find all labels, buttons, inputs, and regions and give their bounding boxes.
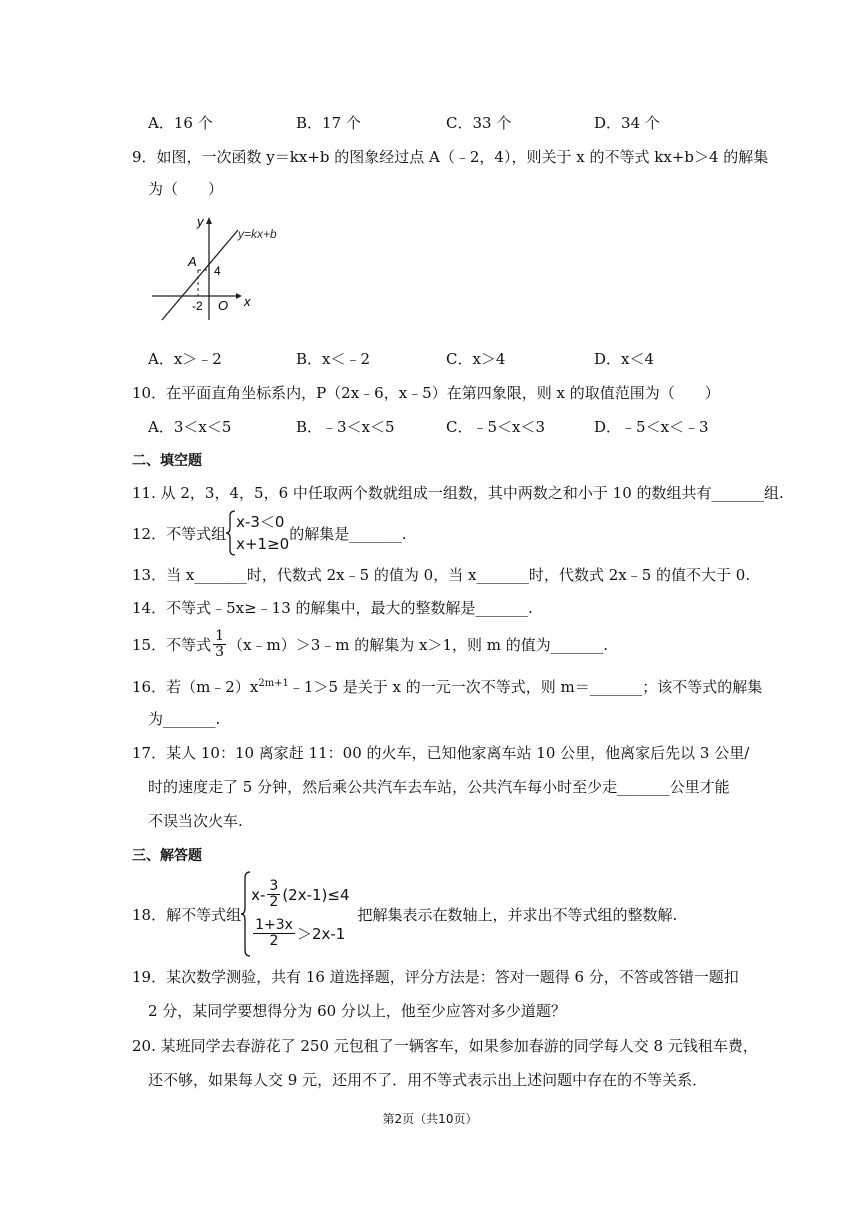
q8-option-b: B．17 个 bbox=[296, 114, 361, 132]
q18-prefix: 18．解不等式组 bbox=[132, 905, 242, 924]
graph-tick-4: 4 bbox=[214, 264, 221, 278]
q8-option-a: A．16 个 bbox=[148, 114, 213, 132]
q18-eq1-a: x- bbox=[251, 885, 266, 904]
q16-exponent: 2m+1 bbox=[258, 678, 289, 689]
q18-eq2-fraction bbox=[253, 918, 295, 949]
q8-option-c: C．33 个 bbox=[446, 114, 512, 132]
q15-frac-num: 1 bbox=[215, 627, 225, 644]
q18-system bbox=[241, 871, 349, 957]
q18-eq1-num: 3 bbox=[269, 878, 279, 894]
q18 bbox=[132, 868, 677, 960]
q10-option-d: D．﹣5＜x＜﹣3 bbox=[594, 418, 709, 436]
q12-suffix: 的解集是_______. bbox=[289, 524, 407, 543]
q16-line1 bbox=[132, 676, 762, 697]
q17-line1: 17．某人 10：10 离家赶 11：00 的火车，已知他家离车站 10 公里，他离家后先以 3 公里/ bbox=[132, 744, 750, 762]
q16-line2: 为_______. bbox=[148, 710, 221, 728]
q18-eq2 bbox=[251, 918, 349, 949]
graph-origin-label: O bbox=[218, 298, 229, 313]
graph-y-label: y bbox=[197, 214, 204, 229]
q15-frac-den: 3 bbox=[215, 643, 225, 660]
q17-line3: 不误当次火车. bbox=[148, 812, 243, 830]
q9-option-c: C．x＞4 bbox=[446, 350, 506, 368]
q18-eq1-fraction bbox=[267, 879, 280, 910]
q13-text: 13．当 x_______时，代数式 2x﹣5 的值为 0，当 x_______时，代数式 2x﹣5 的值不大于 0. bbox=[132, 566, 751, 584]
q12-prefix: 12．不等式组 bbox=[132, 524, 227, 543]
q9-option-d: D．x＜4 bbox=[594, 350, 655, 368]
q9-text-line2: 为（ ） bbox=[148, 180, 224, 198]
q18-eq1-b: (2x-1)≤4 bbox=[282, 885, 350, 904]
q20-line2: 还不够，如果每人交 9 元，还用不了．用不等式表示出上述问题中存在的不等关系． bbox=[148, 1071, 708, 1089]
q18-eq2-den: 2 bbox=[269, 933, 279, 949]
q12-brace-icon bbox=[226, 510, 236, 556]
graph-func-label: y=kx+b bbox=[238, 227, 277, 241]
q10-text: 10．在平面直角坐标系内，P（2x﹣6，x﹣5）在第四象限，则 x 的取值范围为（ ） bbox=[132, 384, 720, 402]
q12-system bbox=[226, 510, 289, 556]
q10-option-a: A．3＜x＜5 bbox=[148, 418, 232, 436]
graph-x-label: x bbox=[244, 294, 251, 309]
q15-prefix: 15．不等式 bbox=[132, 635, 212, 654]
q8-option-d: D．34 个 bbox=[594, 114, 660, 132]
q18-eq2-num: 1+3x bbox=[255, 917, 293, 933]
q18-eq1-den: 2 bbox=[269, 894, 279, 910]
section-answer-heading: 三、解答题 bbox=[132, 848, 202, 864]
q18-eq1 bbox=[251, 879, 349, 910]
q14-text: 14．不等式﹣5x≥﹣13 的解集中，最大的整数解是_______. bbox=[132, 599, 533, 617]
q10-option-c: C．﹣5＜x＜3 bbox=[446, 418, 546, 436]
q12-eq2: x+1≥0 bbox=[236, 535, 290, 553]
q15-suffix: （x﹣m）＞3﹣m 的解集为 x＞1，则 m 的值为_______. bbox=[228, 635, 609, 654]
page-footer: 第2页（共10页） bbox=[382, 1112, 478, 1126]
graph-tick-neg2: -2 bbox=[192, 299, 203, 313]
q9-text-line1: 9．如图，一次函数 y＝kx+b 的图象经过点 A（﹣2，4），则关于 x 的不等式 kx+b＞4 的解集 bbox=[132, 148, 769, 166]
q20-line1: 20. 某班同学去春游花了 250 元包租了一辆客车，如果参加春游的同学每人交 8 元钱租车费， bbox=[132, 1037, 758, 1055]
q9-graph bbox=[148, 212, 308, 324]
q9-option-a: A．x＞﹣2 bbox=[148, 350, 222, 368]
q18-eq2-b: ＞2x-1 bbox=[296, 925, 346, 943]
q16-part2: ﹣1＞5 是关于 x 的一元一次不等式，则 m＝_______；该不等式的解集 bbox=[288, 678, 763, 696]
q15 bbox=[132, 624, 608, 664]
q11-text: 11. 从 2，3，4，5，6 中任取两个数就组成一组数，其中两数之和小于 10 的数组共有_______组. bbox=[132, 484, 784, 502]
q18-suffix: 把解集表示在数轴上，并求出不等式组的整数解. bbox=[357, 905, 678, 924]
q12 bbox=[132, 508, 406, 558]
q18-brace-icon bbox=[241, 871, 251, 957]
q10-option-b: B．﹣3＜x＜5 bbox=[296, 418, 395, 436]
section-fill-in-heading: 二、填空题 bbox=[132, 453, 202, 469]
graph-point-label: A bbox=[188, 254, 197, 269]
q17-line2: 时的速度走了 5 分钟，然后乘公共汽车去车站，公共汽车每小时至少走_______公里才能 bbox=[148, 778, 730, 796]
q9-option-b: B．x＜﹣2 bbox=[296, 350, 371, 368]
q19-line1: 19．某次数学测验，共有 16 道选择题，评分方法是：答对一题得 6 分，不答或答错一题扣 bbox=[132, 968, 739, 986]
q16-part1: 16．若（m﹣2）x bbox=[132, 678, 259, 696]
q15-fraction bbox=[213, 629, 226, 660]
q12-eq1: x-3＜0 bbox=[236, 513, 285, 531]
q19-line2: 2 分，某同学要想得分为 60 分以上，他至少应答对多少道题？ bbox=[148, 1002, 566, 1020]
